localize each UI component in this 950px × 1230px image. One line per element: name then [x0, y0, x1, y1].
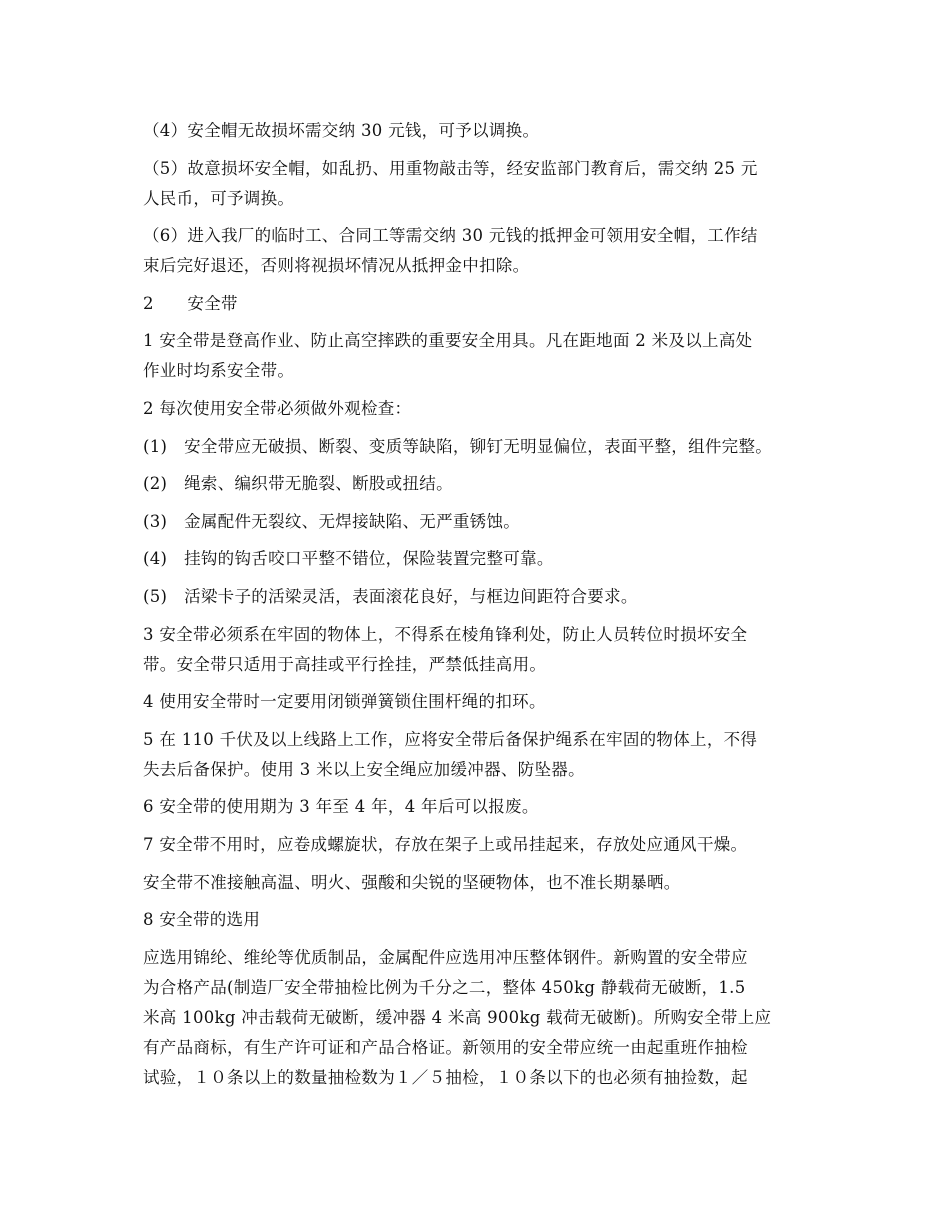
text-line: 1 安全带是登高作业、防止高空摔跌的重要安全用具。凡在距地面 2 米及以上高处	[143, 331, 753, 351]
document-body	[143, 116, 833, 1100]
text-line: 8 安全带的选用	[143, 910, 261, 930]
text-line: (4) 挂钩的钩舌咬口平整不错位，保险装置完整可靠。	[143, 549, 554, 569]
list-item	[143, 432, 833, 462]
text-line: （4）安全帽无故损坏需交纳 30 元钱，可予以调换。	[143, 121, 540, 140]
paragraph	[143, 830, 833, 860]
text-line: 2 安全带	[143, 293, 238, 313]
text-line: 试验，１０条以上的数量抽检数为１／５抽检，１０条以下的也必须有抽捡数，起	[143, 1067, 748, 1087]
paragraph	[143, 620, 833, 680]
paragraph	[143, 792, 833, 822]
list-item	[143, 507, 833, 537]
text-line: 人民币，可予调换。	[143, 188, 295, 208]
paragraph	[143, 725, 833, 785]
text-line: 束后完好退还，否则将视损坏情况从抵押金中扣除。	[143, 256, 530, 276]
text-line: 6 安全带的使用期为 3 年至 4 年，4 年后可以报废。	[143, 797, 539, 817]
text-line: 失去后备保护。使用 3 米以上安全绳应加缓冲器、防坠器。	[143, 759, 585, 779]
text-line: 5 在 110 千伏及以上线路上工作，应将安全带后备保护绳系在牢固的物体上，不得	[143, 729, 758, 749]
paragraph	[143, 394, 833, 424]
paragraph	[143, 221, 833, 281]
paragraph	[143, 116, 833, 146]
text-line: 作业时均系安全带。	[143, 361, 295, 381]
text-line: （5）故意损坏安全帽，如乱扔、用重物敲击等，经安监部门教育后，需交纳 25 元	[143, 158, 758, 178]
paragraph	[143, 154, 833, 214]
text-line: 米高 100kg 冲击载荷无破断，缓冲器 4 米高 900kg 载荷无破断)。所购安全带上应	[143, 1007, 772, 1027]
section-heading	[143, 289, 833, 319]
list-item	[143, 582, 833, 612]
text-line: 带。安全带只适用于高挂或平行拴挂，严禁低挂高用。	[143, 654, 547, 674]
text-line: 4 使用安全带时一定要用闭锁弹簧锁住围杆绳的扣环。	[143, 692, 546, 712]
text-line: 2 每次使用安全带必须做外观检查：	[143, 398, 412, 418]
text-line: （6）进入我厂的临时工、合同工等需交纳 30 元钱的抵押金可领用安全帽，工作结	[143, 226, 758, 246]
paragraph	[143, 943, 833, 1093]
list-item	[143, 469, 833, 499]
text-line: 为合格产品(制造厂安全带抽检比例为千分之二，整体 450kg 静载荷无破断，1.5	[143, 977, 746, 997]
paragraph	[143, 905, 833, 935]
text-line: 7 安全带不用时，应卷成螺旋状，存放在架子上或吊挂起来，存放处应通风干燥。	[143, 834, 748, 854]
text-line: (3) 金属配件无裂纹、无焊接缺陷、无严重锈蚀。	[143, 511, 521, 531]
text-line: (2) 绳索、编织带无脆裂、断股或扭结。	[143, 474, 453, 494]
text-line: 3 安全带必须系在牢固的物体上，不得系在棱角锋利处，防止人员转位时损坏安全	[143, 624, 748, 644]
paragraph	[143, 687, 833, 717]
paragraph	[143, 868, 833, 898]
text-line: 应选用锦纶、维纶等优质制品，金属配件应选用冲压整体钢件。新购置的安全带应	[143, 947, 748, 967]
text-line: (5) 活梁卡子的活梁灵活，表面滚花良好，与框边间距符合要求。	[143, 586, 638, 606]
list-item	[143, 544, 833, 574]
paragraph	[143, 326, 833, 386]
text-line: 安全带不准接触高温、明火、强酸和尖锐的坚硬物体，也不准长期暴晒。	[143, 872, 681, 892]
text-line: (1) 安全带应无破损、断裂、变质等缺陷，铆钉无明显偏位，表面平整，组件完整。	[143, 436, 773, 456]
text-line: 有产品商标，有生产许可证和产品合格证。新领用的安全带应统一由起重班作抽检	[143, 1037, 748, 1057]
